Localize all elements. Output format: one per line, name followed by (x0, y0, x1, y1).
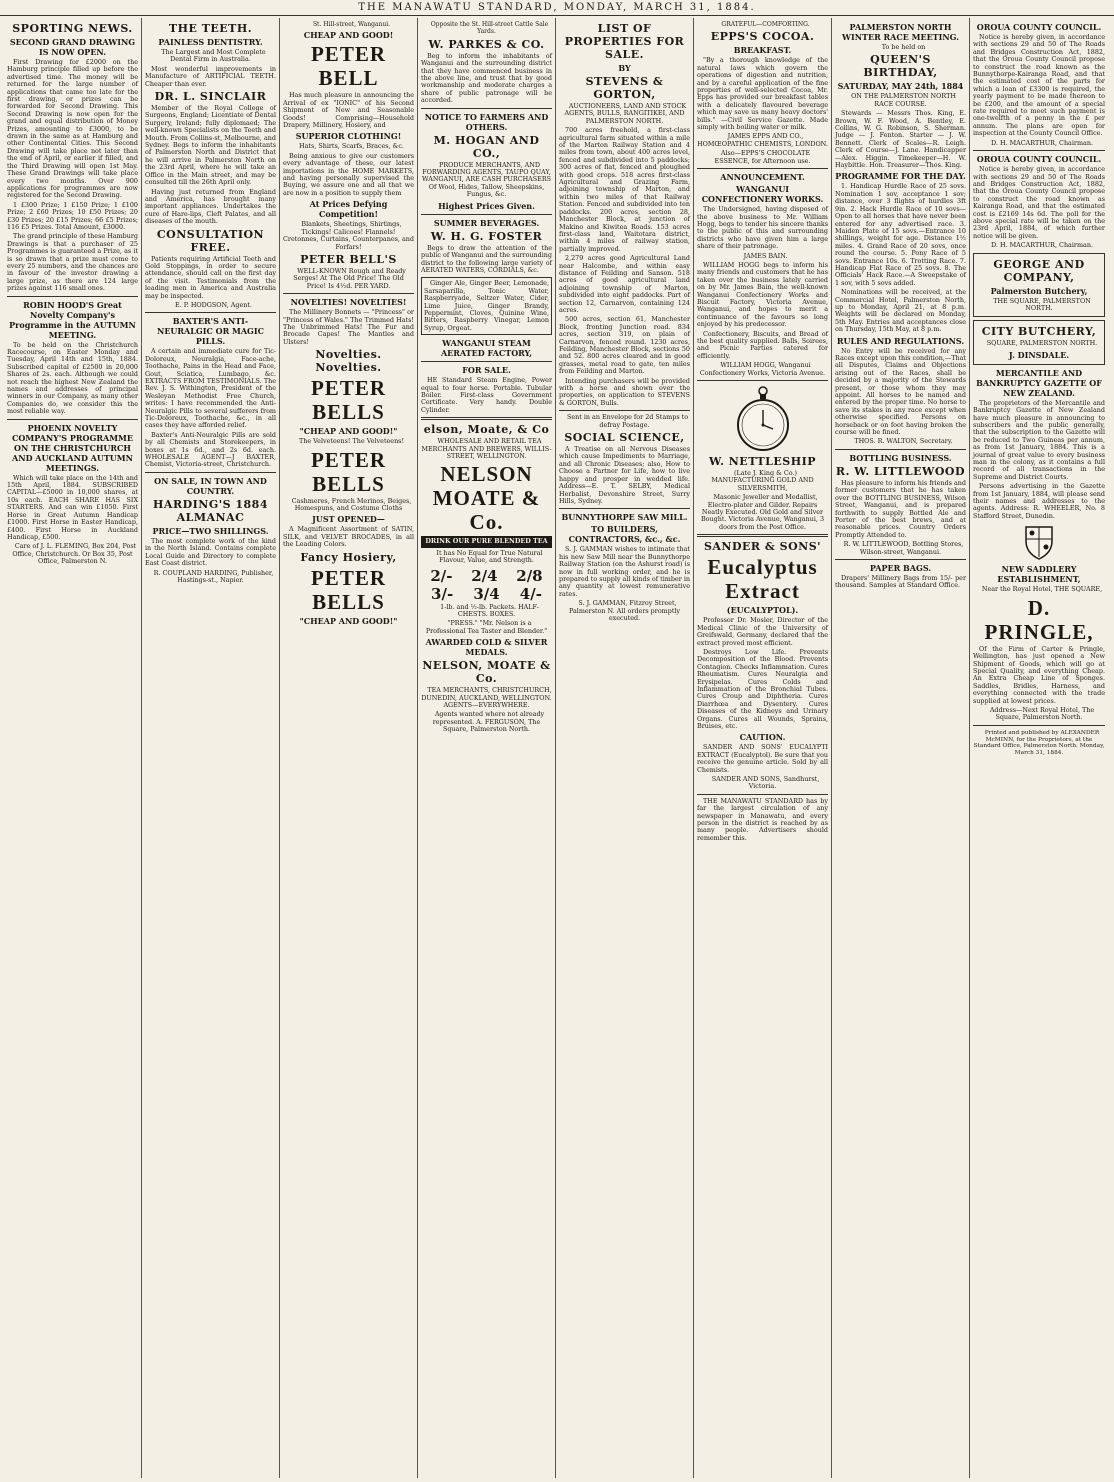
tea-price: 3/4 (473, 584, 500, 603)
envelope-line: Sent in an Envelope for 2d Stamps to defray Postage. (566, 413, 689, 429)
novelties-heading: NOVELTIES! NOVELTIES! (290, 297, 407, 308)
column-properties (556, 18, 694, 1478)
city-butchery-ad (973, 320, 1105, 364)
column-epps-cocoa (694, 18, 832, 1478)
dr-sinclair-name: DR. L. SINCLAIR (154, 90, 267, 104)
brocades-line: A Magnificent Assortment of SATIN, SILK, and VELVET BROCADES, in all the Leading Colors. (283, 525, 414, 549)
divider (421, 214, 552, 215)
notice-to-farmers-heading: NOTICE TO FARMERS AND OTHERS. (424, 111, 549, 132)
page-columns (4, 18, 1110, 1478)
stevens-gorton-brand: STEVENS & GORTON, (585, 75, 664, 101)
eucalyptus-extract-brand: Eucalyptus Extract (707, 555, 818, 604)
saw-mill-heading: BUNNYTHORPE SAW MILL. (561, 512, 688, 523)
grateful-tag: GRATEFUL—COMFORTING. (721, 21, 810, 28)
prize-list: 1 £300 Prize; 1 £150 Prize; 1 £100 Prize; 2 £60 Prizes; 10 £50 Prizes; 20 £30 Prizes; 20 £15 Prizes; 66 £5 Prizes; 116 £5 Prizes. Total Amount, £3000. (7, 200, 138, 231)
phoenix-address: Care of J. L. FLEMING, Box 204, Post Office, Christchurch. Or Box 35, Post Office, Palmerston N. (12, 542, 137, 566)
nettleship-subhead: (Late J. King & Co.) MANUFACTURING GOLD AND SILVERSMITH, (711, 469, 814, 492)
nettleship-brand: W. NETTLESHIP (708, 455, 817, 469)
caution-heading: CAUTION. (739, 732, 786, 743)
to-be-held-label: To be held on (881, 43, 926, 51)
dental-tagline: The Largest and Most Complete Dental Firm in Australia. (161, 48, 266, 64)
oroua-sign-2: D. H. MACARTHUR, Chairman. (991, 241, 1093, 250)
breakfast-label: BREAKFAST. (733, 45, 792, 56)
column-race-meeting (832, 18, 970, 1478)
summer-beverages-heading: SUMMER BEVERAGES. (433, 217, 540, 228)
saddlery-text: Of the Firm of Carter & Pringle, Wellington, has just opened a New Shipment of Goods, which will go at Special Quality, and everything Cheap. An Extra Cheap Line of Sponges. Saddles, Bridles, Harness, and everything connected with the trade supplied at lowest prices. (973, 644, 1105, 705)
eucalyptus-cures: Destroys Low Life. Prevents Decomposition of the Blood. Prevents Contagion. Checks Inflammation. Cures Rheumatism. Cures Neuralgia and Erysipelas. Cures Colds and Inflammation of the Bronchial Tubes. Cures Croup and Diphtheria. Cures Diarrhœa and Dysentery. Cures Diseases of the Kidneys and Urinary Organs. Cures all Wounds, Sprains, Bruises, etc. (697, 647, 828, 730)
bain-sign: JAMES BAIN. (743, 251, 788, 260)
saw-mill-sign: S. J. GAMMAN, Fitzroy Street, Palmerston N. All orders promptly executed. (568, 599, 681, 622)
baxter-pills-text: A certain and immediate cure for Tic-Doloreux, Neuralgia, Face-ache, Toothache, Pains in the Head and Face, Gout, Sciatica, Lumbago, &c. EXTRACTS FROM TESTIMONIALS. The Rev. J. S. Withington, President of the Wesleyan Methodist Free Church, writes: I have recommended the Anti-Neuralgic Pills to several sufferers from Tic-Doloreux, Toothache, &c., in all cases they have afforded relief. (145, 347, 276, 430)
peter-bells-brand-5: PETER BELLS (310, 565, 386, 614)
tea-prices-row-1 (421, 567, 552, 585)
social-science-text: A Treatise on all Nervous Diseases which cause Impediments to Marriage, and all Chronic Diseases; also, How to Choose a Partner for Life, how to live happy and prosper in wedded life. Address—E. T. SELBY, Medical Herbalist, Devonshire Street, Surry Hills, Sydney. (559, 445, 690, 505)
coat-of-arms-icon (1022, 523, 1056, 561)
drawing-text: First Drawing for £2000 on the Hamburg principle filled up before the advertised time. The money will be returned for the large number of applications that came too late for the first drawing, or prizes can be forwarded for Second Drawing. This Second Drawing is now open for the grand and equal distribution of Money Prizes, amounting to £3000, to be drawn in the same as at Hamburg and other Continental Cities. This Second Drawing will take place not later than the end of April, or earlier if filled, and the Third Drawing will open 1st May. These Grand Drawings will take place every two months. Over 900 applications for programmes are now registered for the Second Drawing. (7, 58, 138, 200)
drawing-principle-text: The grand principle of these Hamburg Drawings is that a purchaser of 25 Programmes is guaranteed a Prize, as it is so drawn that a prize must come to every 25 numbers, and the chances are in favour of the investor drawing a large prize, as there are 124 large prizes against 116 small ones. (7, 232, 138, 293)
cheap-and-good-tag-3: "CHEAP AND GOOD!" (299, 615, 398, 626)
saddlery-address: Address—Next Royal Hotel, The Square, Palmerston North. (989, 705, 1095, 722)
pringle-brand: D. PRINGLE, (984, 595, 1094, 644)
divider (697, 794, 828, 795)
tea-flavour-line: It has No Equal for True Natural Flavour, Value, and Strength. (436, 548, 543, 565)
saddlery-location: Near the Royal Hotel, THE SQUARE, (981, 585, 1103, 594)
nelson-moate-brand: NELSON MOATE & Co. (432, 462, 541, 535)
sporting-news-heading: SPORTING NEWS. (12, 22, 133, 35)
divider (697, 380, 828, 381)
caution-text: SANDER AND SONS' EUCALYPTI EXTRACT (Eucalyptol). Be sure that you receive the genuine article. Sold by all Chemists. (697, 743, 828, 774)
phoenix-text: Which will take place on the 14th and 15th April, 1884. SUBSCRIBED CAPITAL—£5000 in 10,000 shares, at 10s each. EACH SHARE HAS SIX STARTERS. And can win £1050. First Horse in Great Autumn Handicap £1000. First Horse in Easter Handicap, £400. First Horse in Auckland Handicap, £500. (7, 473, 138, 541)
newspaper-masthead: THE MANAWATU STANDARD, MONDAY, MARCH 31, 1884. (0, 0, 1114, 16)
epps-cocoa-brand: EPPS'S COCOA. (710, 30, 815, 44)
cheap-and-good-tag: CHEAP AND GOOD! (303, 30, 394, 41)
tea-packets-line: 1-lb. and ½-lb. Packets. HALF-CHESTS. BOXES. (440, 602, 539, 619)
divider (973, 725, 1105, 726)
hogg-sign: WILLIAM HOGG, Wanganui Confectionery Works, Victoria Avenue. (699, 361, 826, 377)
race-secretary: THOS. R. WALTON, Secretary. (854, 437, 953, 446)
sander-sign: SANDER AND SONS, Sandhurst, Victoria. (711, 775, 820, 791)
clothing-line: Hats, Shirts, Scarfs, Braces, &c. (299, 142, 404, 151)
littlewood-sign: R. W. LITTLEWOOD, Bottling Stores, Wilson-street, Wanganui. (843, 540, 964, 556)
oroua-notice-2: Notice is hereby given, in accordance with sections 29 and 50 of The Roads and Bridges Construction Act, 1882, that the Oroua County Council propose to construct the road known as Kairanga Road, and that the estimated cost is £2169 14s 6d. The poll for the above special rate will be taken on the 23rd April, 1884, of which further notice will be given. (973, 165, 1105, 240)
divider (421, 361, 552, 362)
for-sale-heading: FOR SALE. (462, 365, 511, 376)
parkes-brand: W. PARKES & CO. (428, 37, 545, 51)
prices-tag: At Prices Defying Competition! (309, 199, 388, 220)
sander-sons-brand: SANDER & SONS' (703, 540, 822, 554)
confectionery-line: Confectionery, Biscuits, and Bread of the best quality supplied. Balls, Soirees, and Picnic Parties catered for efficiently. (697, 329, 828, 360)
dinsdale-name: J. DINSDALE. (1008, 349, 1070, 360)
confectionery-subhead: WANGANUI CONFECTIONERY WORKS. (701, 184, 824, 205)
peter-bell-shipment-text: Has much pleasure in announcing the Arrival of ex "IONIC" of his Second Shipment of New and Seasonable Goods! Comprising—Household Drapery, Millinery, Hosiery, and (283, 91, 414, 130)
peter-bell-brand: PETER BELL (310, 42, 386, 91)
peter-bells-brand-3: PETER BELLS (310, 376, 386, 425)
press-quote: "PRESS." "Mr. Nelson is a Professional Tea Taster and Blender." (425, 619, 548, 635)
divider (697, 534, 828, 537)
superior-clothing-heading: SUPERIOR CLOTHING! (295, 131, 402, 142)
medals-line: AWARDED COLD & SILVER MEDALS. (425, 637, 548, 658)
divider (559, 508, 690, 509)
saddlery-heading: NEW SADDLERY ESTABLISHMENT, (997, 564, 1081, 585)
nelson-moate-header: elson, Moate, & Co (423, 423, 550, 437)
by-label: BY (618, 63, 631, 73)
parkes-address: Opposite the St. Hill-street Cattle Sale Yards. (430, 21, 549, 36)
properties-list-1: 700 acres freehold, a first-class agricultural farm situated within a mile of the Marton Railway Station and 4 miles from town, about 400 acres level, fenced and subdivided into 5 paddocks; 300 acres of flat, fenced and ploughed with good crops. 518 acres first-class Agricultural and Grazing Farm, adjoining township of Marton, and within two miles of that Railway Station. Fenced and subdivided into ten paddocks. 200 acres, section 28, Manchester Block, at junction of Makino and Kiwitea Roads. 153 acres first-class land, Waitotara district, within 4 miles of railway station, partially improved. (559, 126, 690, 253)
hogan-brand: M. HOGAN AND CO., (433, 133, 540, 160)
baxter-pills-sales: Baxter's Anti-Neuralgic Pills are sold by all Chemists and Storekeepers, in boxes at 1s 6d., and 2s 6d. each. WHOLESALE AGENT—J BAXTER, Chemist, Victoria-street, Christchurch. (145, 430, 276, 469)
on-sale-heading: ON SALE, IN TOWN AND COUNTRY. (154, 475, 267, 496)
nettleship-services: Masonic Jeweller and Medallist, Electro-plater and Gilder. Repairs Neatly Executed. Old Gold and Silver Bought. Victoria Avenue, Wanganui, 3 doors from the Post Office. (700, 493, 825, 531)
rules-heading: RULES AND REGULATIONS. (836, 335, 965, 346)
dental-services: Having just returned from England and America, has brought many important appliances. Undertakes the cure of Hare-lips, Cleft Palates, and all diseases of the mouth. (145, 187, 276, 226)
eucalyptus-text: Professor Dr. Mosler, Director of the Medical Clinic of the University of Greifswald, Germany, declared that the extract proved most efficient. (697, 616, 828, 647)
nelson-moate-brand-2: NELSON, MOATE & Co. (422, 659, 551, 686)
dental-intro: Most wonderful improvements in Manufacture of ARTIFICIAL TEETH. Cheaper than ever. (145, 64, 276, 88)
painless-dentistry-heading: PAINLESS DENTISTRY. (158, 37, 263, 47)
race-date: SATURDAY, MAY 24th, 1884 (837, 81, 964, 92)
george-company-address: THE SQUARE, PALMERSTON NORTH. (993, 296, 1091, 312)
george-company-brand: GEORGE AND COMPANY, (993, 257, 1085, 284)
eucalyptol-label: (EUCALYPTOL). (726, 605, 799, 616)
divider (973, 150, 1105, 151)
robin-hood-heading: ROBIN HOOD'S Great Novelty Company's Programme in the AUTUMN MEETING. (9, 299, 136, 340)
foster-text: Begs to draw the attention of the public of Wanganui and the surrounding district to the following large variety of AERATED WATERS, CORDIALS, &c. (421, 243, 552, 274)
almanac-text: The most complete work of the kind in the North Island. Contains complete Local Guide and Directory to complete East Coast district. (145, 536, 276, 568)
consultation-text: Patients requiring Artificial Teeth and Gold Stoppings, in order to secure attendance, should call on the first day of the visit. Testimonials from the leading men in America and Australia may be inspected. (145, 254, 276, 300)
announcement-heading: ANNOUNCEMENT. (720, 172, 805, 183)
social-science-heading: SOCIAL SCIENCE, (564, 431, 685, 445)
millinery-line: The Millinery Bonnets — "Princess" or "Princess of Wales." The Trimmed Hats! The Unbrimmed Hats! The Fur and Brocade Capes! The Mantles and Ulsters! (283, 308, 414, 346)
divider (835, 559, 966, 560)
divider (7, 419, 138, 420)
epps-chocolate: Also—EPPS'S CHOCOLATE ESSENCE, for Afternoon use. (714, 149, 811, 165)
tea-merchants-line: TEA MERCHANTS, CHRISTCHURCH, DUNEDIN, AUCKLAND, WELLINGTON. AGENTS—EVERYWHERE. (421, 686, 552, 710)
novelties-heading-2: Novelties. Novelties. (315, 348, 382, 375)
pure-blended-tea-banner: DRINK OUR PURE BLENDED TEA (421, 536, 552, 547)
peter-bell-buying-text: Being anxious to give our customers every advantage of these, our latest importations in the HOME MARKETS, and having personally supervised the Buying, we assure one and all that we are now in a position to supply them (283, 151, 414, 197)
tea-price: 4/- (519, 584, 542, 603)
column-oroua-council (970, 18, 1108, 1478)
cashmeres-line: Cashmeres, French Merinos, Beiges, Homespuns, and Costume Cloths (291, 496, 412, 512)
fancy-hosiery: Fancy Hosiery, (300, 550, 397, 564)
divider (421, 108, 552, 109)
blankets-line: Blankets, Sheetings, Shirtings, Tickings! Calicoes! Flannels! Cretonnes, Curtains, Counterpanes, and Forfars! (283, 220, 414, 251)
almanac-title: HARDING'S 1884 ALMANAC (153, 497, 268, 524)
aerated-factory-heading: WANGANUI STEAM AERATED FACTORY, (440, 338, 533, 359)
properties-list-3: 500 acres, section 61, Manchester Block, fronting Junction road. 834 acres, section 319, on plain of Carnarvon, fenced round. 1230 acres, Feilding, Manchester Block, sections 50 and 52. 800 acres cleared and in good grasses, metal road to gate, ten miles from Feilding and Marton. (559, 315, 690, 376)
epps-text: "By a thorough knowledge of the natural laws which govern the operations of digestion and nutrition, and by a careful application of the fine properties of well-selected Cocoa, Mr. Epps has provided our breakfast tables with a delicately flavoured beverage which may save us many heavy doctors' bills." —Civil Service Gazette. Made simply with boiling water or milk. (697, 56, 828, 132)
rules-text: No Entry will be received for any Races except upon this condition,—That all Disputes, Claims and Objections arising out of the Races, shall be decided by a majority of the Stewards present, or those whom they may appoint. All horses to be named and entered by the proper time. No horse to save its stakes in any race except when otherwise specified. Persons on horseback or on foot having broken the course will be fined. (835, 346, 966, 437)
tea-prices-row-2 (421, 585, 552, 603)
just-opened-heading: JUST OPENED— (312, 514, 385, 525)
properties-list-2: 2,279 acres good Agricultural Land near Halcombe, and within easy distance of Feilding and Sanson. 518 acres of good agricultural land adjoining township of Marton, subdivided into eight paddocks. Part of section 12, Carnarvon, containing 124 acres. (559, 254, 690, 314)
cheap-and-good-tag-2: "CHEAP AND GOOD!" (299, 426, 398, 437)
peter-bell-address: St. Hill-street, Wanganui. (312, 21, 391, 28)
oroua-council-heading: OROUA COUNTY COUNCIL. (976, 22, 1102, 32)
divider (145, 312, 276, 313)
saw-mill-text: S. J. GAMMAN wishes to intimate that his new Saw Mill near the Bunnythorpe Railway Station (on the Ashurst road) is now in full working order, and he is prepared to supply all kinds of timber in any quantity at lowest remunerative rates. (559, 545, 690, 598)
builders-subhead: TO BUILDERS, CONTRACTORS, &c., &c. (568, 524, 681, 545)
oroua-council-heading-2: OROUA COUNTY COUNCIL. (976, 154, 1102, 165)
teeth-heading: THE TEETH. (168, 22, 253, 35)
printer-imprint: Printed and published by ALEXANDER McMINN, for the Proprietors, at the Standard Office, Palmerston North. Monday, March 31, 1884. (973, 729, 1105, 757)
oroua-sign-1: D. H. MACARTHUR, Chairman. (991, 138, 1093, 147)
divider (835, 449, 966, 450)
consultation-heading: CONSULTATION FREE. (156, 227, 265, 254)
drinks-list: Ginger Ale, Ginger Beer, Lemonade, Sarsaparilla, Tonic Water, Raspberryade, Seltzer Water, Cider, Lime Juice, Ginger Brandy, Peppermint, Cloves, Quinine Wine, Bitters, Raspberry Vinegar, Lemon Syrup, Orgeat. (421, 277, 552, 335)
divider (283, 293, 414, 294)
almanac-publisher: R. COUPLAND HARDING, Publisher, Hastings-st., Napier. (153, 568, 274, 584)
nelson-moate-address: WHOLESALE AND RETAIL TEA MERCHANTS AND BREWERS, WILLIS-STREET, WELLINGTON. (421, 437, 552, 460)
steam-engine-text: HE Standard Steam Engine, Power equal to four horse. Portable. Tubular Boiler. First-class Government Certificate. Very handy. Double Cylinder. (421, 376, 552, 414)
tea-price: 2/8 (516, 566, 543, 585)
programme-heading: PROGRAMME FOR THE DAY. (835, 171, 966, 182)
littlewood-brand: R. W. LITTLEWOOD (835, 464, 966, 478)
divider (145, 472, 276, 473)
bottling-text: Has pleasure to inform his friends and former customers that he has taken over the BOTTLING BUSINESS, Wilson Street, Wanganui, and is prepared forthwith to supply Bottled Ale and Porter of the best brews, and at reasonable prices. Country Orders Promptly Attended to. (835, 478, 966, 539)
tea-price: 2/4 (471, 566, 498, 585)
standard-circulation-note: THE MANAWATU STANDARD has by far the largest circulation of any newspaper in Manawatu, and every person in the district is reached by as many people. Advertisers should remember this. (697, 796, 828, 842)
bottling-heading: BOTTLING BUSINESS. (849, 452, 952, 463)
city-butchery-address: SQUARE, PALMERSTON NORTH. (986, 339, 1098, 348)
peter-bells-brand-2: PETER BELL'S (300, 252, 397, 266)
epps-maker: JAMES EPPS AND CO., HOMŒOPATHIC CHEMISTS, LONDON. (697, 132, 828, 148)
baxter-pills-heading: BAXTER'S ANTI-NEURALGIC OR MAGIC PILLS. (157, 316, 264, 347)
robin-hood-text: To be held on the Christchurch Racecourse, on Easter Monday and Tuesday, April 14th and 15th, 1884. Subscribed capital of £2500 in 20,000 Shares of 2s. each. Although we could not reach the highest New Zealand the names and addresses of principal winners in our Company, as many other Companies do, we consider this the most reliable way. (7, 340, 138, 416)
tea-price: 3/- (431, 584, 454, 603)
palmerston-butchery: Palmerston Butchery, (990, 285, 1088, 296)
bain-text: The Undersigned, having disposed of the above business to Mr. William Hogg, begs to tender his sincere thanks to the public of this and surrounding districts who have given him a large share of their patronage. (697, 205, 828, 251)
velveteens-line: The Velveteens! The Velveteens! (298, 437, 405, 446)
hogg-text: WILLIAM HOGG begs to inform his many friends and customers that he has taken over the business lately carried on by Mr. James Bain, the well-known Wanganui Confectionery Works and Biscuit Factory, Victoria Avenue, Wanganui, and hopes to merit a continuance of the favours so long enjoyed by his predecessor. (697, 260, 828, 329)
dental-agent: E. P. HODGSON, Agent. (175, 300, 252, 309)
pocket-watch-icon (733, 385, 793, 451)
gazette-heading: MERCANTILE AND BANKRUPTCY GAZETTE OF NEW ZEALAND. (976, 367, 1102, 398)
dental-credentials: Member of the Royal College of Surgeons, England; Licentiate of Dental Surgery, Ireland; fully diplomaed; The well-known Specialists on the Teeth and Mouth. From Collins-st, Melbourne, and Sydney. Begs to inform the inhabitants of Palmerston North and District that he will arrive in Palmerston North on the 23rd April, where he will take an Office in the Main street, and may be consulted till the 26th April only. (145, 104, 276, 187)
race-course-label: ON THE PALMERSTON NORTH RACE COURSE. (851, 92, 956, 108)
parkes-text: Beg to inform the inhabitants of Wanganui and the surrounding district that they have commenced business in the above line, and trust that by good workmanship and moderate charges a share of public patronage will be accorded. (421, 51, 552, 105)
paper-bags-text: Drapers' Millinery Bags from 15/- per thousand. Samples at Standard Office. (835, 573, 966, 590)
queens-birthday-brand: QUEEN'S BIRTHDAY, (863, 53, 938, 80)
serges-line: WELL-KNOWN Rough and Ready Serges! At The Old Price! The Old Price! Is 4½d. PER YARD. (293, 266, 406, 290)
divider (559, 410, 690, 411)
phoenix-heading: PHOENIX NOVELTY COMPANY'S PROGRAMME ON THE CHRISTCHURCH AND AUCKLAND AUTUMN MEETINGS. (12, 422, 133, 473)
tea-price: 2/- (430, 566, 453, 585)
stevens-gorton-subhead: AUCTIONEERS, LAND AND STOCK AGENTS, BULLS, RANGITIKEI, AND PALMERSTON NORTH. (564, 102, 687, 125)
george-company-ad (973, 253, 1105, 318)
nominations-text: Nominations will be received, at the Commercial Hotel, Palmerston North, up to Monday, April 21, at 8 p.m. Weights will be declared on Monday, 5th May. Entries and acceptances close on Thursday, 15th May, at 8 p.m. (835, 288, 966, 334)
paper-bags-heading: PAPER BAGS. (869, 562, 932, 573)
gazette-address-text: Persons advertising in the Gazette from 1st January, 1884, will please send their names and addresses to the agents. Address: R. WHEELER, No. 8 Stafford Street, Dunedin. (973, 482, 1105, 520)
divider (7, 296, 138, 297)
gazette-text: The proprietors of the Mercantile and Bankruptcy Gazette of New Zealand have much pleasure in announcing to subscribers and the public generally, that the subscription to the Gazette will be reduced to Two Guineas per annum, as from 1st January, 1884. This is a journal of great value to every business man in the colony, as it contains a full record of all transactions in the Supreme and District Courts. (973, 398, 1105, 481)
agents-wanted-line: Agents wanted where not already represented. A. FERGUSON, The Square, Palmerston North. (432, 710, 545, 734)
purchasers-note: Intending purchasers will be provided with a horse and shown over the properties, on application to STEVENS & GORTON, Bulls. (559, 376, 690, 407)
column-peter-bell (280, 18, 418, 1478)
oroua-notice-1: Notice is hereby given, in accordance with sections 29 and 50 of The Roads and Bridges Construction Act, 1882, that the Oroua County Council propose to construct the road known as the Bunnythorpe-Kairanga Road, and that the estimated cost of the parts for which a loan of £3300 is required, the yearly payment to be made thereon to be £200, and the amount of a special rate required to meet such payment is one-twelfth of a penny in the £ per annum. The plans are open for inspection at the County Council Office. (973, 33, 1105, 138)
race-officials: Stewards — Messrs Thos. King, E. Brown, W. F. Wood, A. Bentley, E. Collins, W. G. Robinson, S. Sherman. Judge — J. Fenton. Starter — J. W. Bennett. Clerk of Scales—R. Leigh. Clerk of Course—J. Lane. Handicapper—Alex. Higgin. Timekeeper—H. W. Haybittle. Hon. Treasurer—Thos. King. (835, 109, 966, 170)
column-sporting-news (4, 18, 142, 1478)
second-drawing-heading: SECOND GRAND DRAWING IS NOW OPEN. (9, 37, 136, 57)
race-meeting-heading: PALMERSTON NORTH WINTER RACE MEETING. (841, 22, 960, 42)
column-merchants (418, 18, 556, 1478)
peter-bells-brand-4: PETER BELLS (310, 447, 386, 496)
divider (697, 168, 828, 169)
column-dentistry (142, 18, 280, 1478)
city-butchery-brand: CITY BUTCHERY, (981, 325, 1097, 339)
highest-prices: Highest Prices Given. (438, 200, 535, 211)
divider (421, 417, 552, 420)
foster-brand: W. H. G. FOSTER (430, 229, 543, 243)
properties-heading: LIST OF PROPERTIES FOR SALE. (564, 22, 685, 61)
hogan-text: PRODUCE MERCHANTS, AND FORWARDING AGENTS, TAUPO QUAY, WANGANUI, ARE CASH PURCHASERS Of Wool, Hides, Tallow, Sheepskins, Fungus, &c. (421, 160, 552, 199)
almanac-price: PRICE—TWO SHILLINGS. (152, 525, 269, 536)
race-list: 1. Handicap Hurdle Race of 25 sovs. Nomination 1 sov, acceptance 1 sov; distance, over 3 flights of hurdles 3ft 9in. 2. Hack Hurdle Race of 10 sovs—Open to all horses that have never been entered for any advertised race. 3. Maiden Plate of 15 sovs.—Entrance 10 shillings, weight for age. Distance 1½ miles. 4. Grand Race of 20 sovs, once round the course. 5. Pony Race of 5 sovs. Entrance 10s. 6. Trotting Race. 7. Handicap Flat Race of 25 sovs. 8. The Officials' Hack Race.—A Sweepstake of 1 sov, with 5 sovs added. (835, 182, 966, 287)
